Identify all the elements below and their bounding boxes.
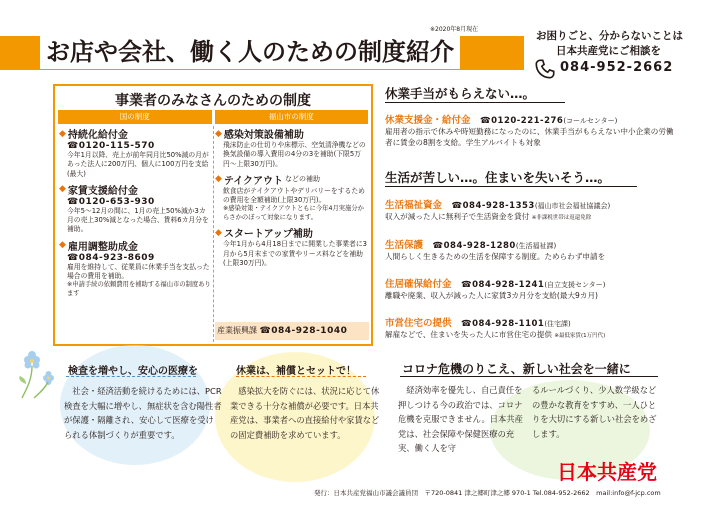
heading-underline xyxy=(385,102,565,103)
industry-dept-tel: ☎084-928-1040 xyxy=(259,326,348,336)
business-programs-heading: 事業者のみなさんのための制度 xyxy=(115,93,311,109)
help-line1: お困りごと、分からないことは xyxy=(536,30,683,42)
city-programs-tab: 福山市の制度 xyxy=(215,110,369,124)
bottom-text-compensation: 感染拡大を防ぐには、状況に応じて休業できる十分な補償が必要です。日本共産党は、事業者への直接給付や家賃などの固定費補助を求めています。 xyxy=(230,386,380,440)
item-desc: 解雇などで、住まいを失った人に市営住宅の提供 xyxy=(385,330,552,339)
bottom-text-new-society-a: 経済効率を優先し、自己責任を押しつける今の政治では、コロナ危機を克服できません。日本共産党は、社会保障や保健医療の充実、働く人を守 xyxy=(398,385,523,454)
flower-icon xyxy=(14,350,56,400)
phone-icon xyxy=(534,58,556,80)
section-heading: 生活が苦しい…。住まいを失いそう…。 xyxy=(385,170,611,185)
item-title: 休業支援金・給付金 xyxy=(385,115,471,126)
help-line2: 日本共産党にご相談を xyxy=(556,45,661,57)
bottom-heading-testing: 検査を増やし、安心の医療を xyxy=(68,366,198,377)
program-startup xyxy=(215,225,367,268)
item-tel-note: (自立支援センター) xyxy=(544,281,606,289)
program-yachin xyxy=(59,182,211,235)
diamond-icon: ◆ xyxy=(59,128,66,139)
bottom-heading-compensation: 休業は、補償とセットで！ xyxy=(236,366,356,377)
column-divider xyxy=(213,126,214,342)
program-desc: 今年1月以降、売上が前年同月比50%減の月があった法人に200万円、個人に100万円を支給(最大) xyxy=(67,151,209,178)
bottom-heading-new-society: コロナ危機のりこえ、新しい社会を一緒に xyxy=(402,362,631,376)
publisher-footer: 発行：日本共産党福山市議会議員団 〒720-0841 津之郷町津之郷 970-1 Tel.084-952-2662 mail:info@f-jcp.com xyxy=(314,489,661,497)
program-koyou xyxy=(59,238,211,299)
section-living-hardship xyxy=(385,168,681,187)
program-note: ※感染対策・テイクアウトともに今年4月実施分からさかのぼって対象になります。 xyxy=(223,205,364,221)
national-programs xyxy=(59,126,211,301)
bottom-text-new-society-b: るルールづくり、少人数学級などの豊かな教育をすすめ、一人ひとりを大切にする新しい社会をめざします。 xyxy=(532,385,657,439)
business-programs-box xyxy=(53,84,373,346)
bottom-text-testing: 社会・経済活動を続けるためには、PCR検査を大幅に増やし、無症状を含む陽性者が保護・隔離され、安心して医療を受けられる体制づくりが重要です。 xyxy=(64,386,222,440)
item-note: ※非課税世帯は返還免除 xyxy=(531,215,592,221)
item-housing-benefit xyxy=(385,276,681,301)
item-title: 生活保護 xyxy=(385,240,424,251)
program-name: 感染対策設備補助 xyxy=(223,130,304,141)
item-note: ※最低家賃(1万円代) xyxy=(554,333,606,339)
item-tel-note: (コールセンター) xyxy=(563,117,618,125)
item-tel: ☎084-928-1353 xyxy=(451,201,535,211)
diamond-icon: ◆ xyxy=(215,227,222,238)
program-tel: ☎0120-653-930 xyxy=(67,196,155,207)
heading-underline xyxy=(400,376,658,377)
industry-dept-label: 産業振興課 xyxy=(217,326,257,335)
city-programs xyxy=(215,126,367,271)
program-name: 家賃支援給付金 xyxy=(67,185,138,197)
program-desc: 今年1月から4月18日までに開業した事業者に3月から5月末までの家賃やリース料などを補助(上限30万円)。 xyxy=(223,240,367,268)
help-phone-number: 084-952-2662 xyxy=(560,60,674,75)
item-desc: 収入が減った人に無利子で生活資金を貸付 xyxy=(385,212,530,221)
program-name: スタートアップ補助 xyxy=(223,229,313,241)
item-title: 生活福祉資金 xyxy=(385,200,443,211)
date-note: ※2020年8月現在 xyxy=(430,26,479,33)
item-public-assistance xyxy=(385,237,681,262)
item-desc: 離職や廃業、収入が減った人に家賃3カ月分を支給(最大9カ月) xyxy=(385,291,599,300)
item-leave-support xyxy=(385,112,681,148)
diamond-icon: ◆ xyxy=(59,184,66,195)
program-name: 持続化給付金 xyxy=(67,130,128,141)
item-tel-note: (生活福祉課) xyxy=(515,242,557,250)
section-leave-allowance xyxy=(385,84,681,103)
program-takeout xyxy=(215,172,367,223)
item-tel-note: (福山市社会福祉協議会) xyxy=(534,202,611,210)
item-tel: ☎084-928-1280 xyxy=(432,241,516,251)
diamond-icon: ◆ xyxy=(59,240,66,251)
item-tel: ☎084-928-1241 xyxy=(461,280,545,290)
program-jizokuka xyxy=(59,126,211,179)
program-name: テイクアウト xyxy=(223,175,284,187)
national-programs-tab: 国の制度 xyxy=(58,110,212,124)
program-desc: 飛沫防止の仕切りや床標示、空気清浄機などの換気設備の導入費用の4分の3を補助(下限5万円～上限30万円)。 xyxy=(223,141,366,168)
section-heading: 休業手当がもらえない…。 xyxy=(385,86,536,101)
item-tel: ☎084-928-1101 xyxy=(461,319,545,329)
item-desc: 雇用者の指示で休みや時短勤務になったのに、休業手当がもらえない中小企業の労働者に賃金の8割を支給。学生アルバイトも対象 xyxy=(385,127,674,147)
program-name-suffix: などの補助 xyxy=(285,175,321,184)
heading-underline xyxy=(385,186,637,187)
diamond-icon: ◆ xyxy=(215,174,222,185)
program-name: 雇用調整助成金 xyxy=(67,241,138,253)
jcp-logo: 日本共産党 xyxy=(557,460,657,484)
item-tel-note: (住宅課) xyxy=(544,320,571,328)
program-note: ※申請手続の依頼費用を補助する福山市の制度あります xyxy=(67,281,211,297)
program-desc: 今年5～12月の間に、1月の売上50%減か3カ月の売上30%減となった場合、賃料6カ月分を補助。 xyxy=(67,206,209,234)
column-tabs xyxy=(58,110,368,124)
item-title: 住居確保給付金 xyxy=(385,279,452,290)
industry-dept-contact xyxy=(215,322,369,340)
item-title: 市営住宅の提供 xyxy=(385,318,452,329)
page-title: お店や会社、働く人のための制度紹介 xyxy=(40,30,460,69)
heading-underline xyxy=(66,376,196,377)
heading-underline xyxy=(236,376,366,377)
program-tel: ☎084-923-8609 xyxy=(67,252,155,263)
item-welfare-fund xyxy=(385,197,681,224)
program-desc: 飲食店がテイクアウトやデリバリーをするための費用を全額補助(上限30万円)。 xyxy=(223,186,365,205)
item-desc: 人間らしく生きるための生活を保障する制度。ためらわず申請を xyxy=(385,252,606,261)
program-desc: 雇用を維持して、従業員に休業手当を支払った場合の費用を補助。 xyxy=(67,262,210,281)
item-municipal-housing xyxy=(385,315,681,342)
item-tel: ☎0120-221-276 xyxy=(480,116,564,126)
diamond-icon: ◆ xyxy=(215,128,222,139)
program-tel: ☎0120-115-570 xyxy=(67,141,155,151)
program-kansen xyxy=(215,126,367,169)
